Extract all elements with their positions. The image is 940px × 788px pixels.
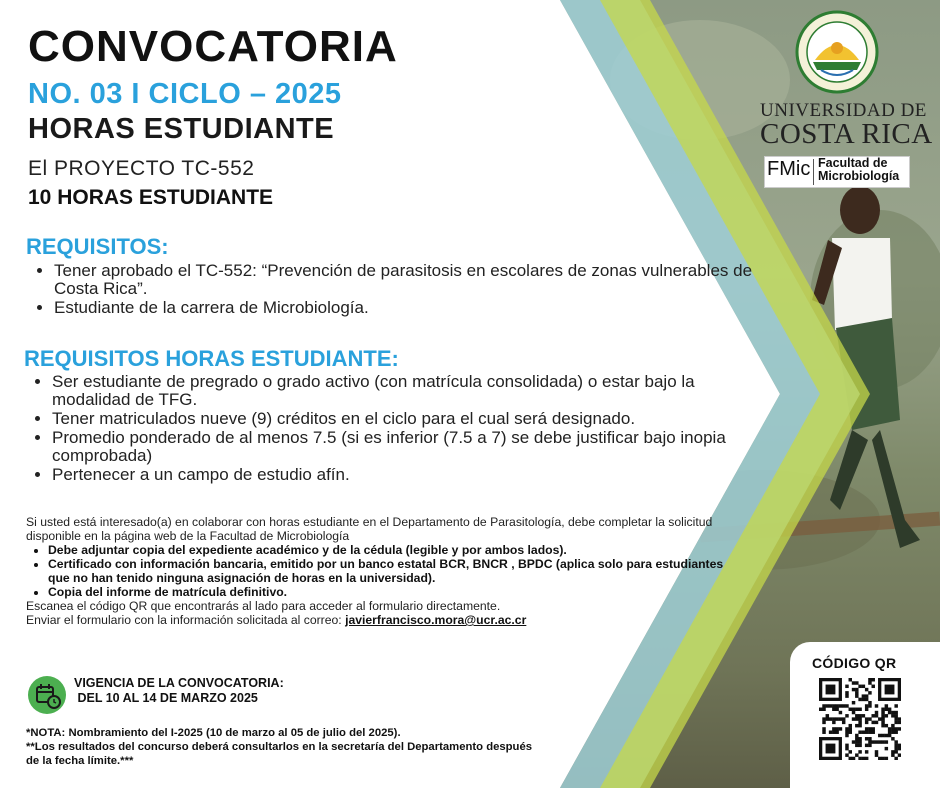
subtitle: HORAS ESTUDIANTE: [28, 113, 335, 145]
list-item: • Tener aprobado el TC-552: “Prevención de parasitosis en escolares de zonas vulnerables de Costa Rica”.: [54, 262, 754, 298]
requirements-list: [26, 262, 754, 318]
list-item: • Promedio ponderado de al menos 7.5 (si es inferior (7.5 a 7) se debe justificar bajo inopia comprobada): [52, 429, 772, 465]
note-line-1: *NOTA: Nombramiento del I-2025 (10 de marzo al 05 de julio del 2025).: [26, 727, 401, 739]
hours-line: 10 HORAS ESTUDIANTE: [28, 186, 274, 209]
list-item: • Debe adjuntar copia del expediente académico y de la cédula (legible y por ambos lados).: [48, 543, 726, 557]
fmic-name-line2: Microbiología: [818, 169, 900, 183]
validity-label: VIGENCIA DE LA CONVOCATORIA:: [74, 676, 284, 690]
instructions-list: [26, 543, 726, 599]
list-item: • Copia del informe de matrícula definitivo.: [48, 585, 726, 599]
ucr-seal-logo: [795, 10, 879, 94]
qr-instruction: Escanea el código QR que encontrarás al lado para acceder al formulario directamente.: [26, 599, 501, 613]
list-item: • Certificado con información bancaria, emitido por un banco estatal BCR, BNCR , BPDC (aplica solo para estudiantes que no han tenido ninguna asignación de horas en la universidad).: [48, 557, 726, 585]
title: CONVOCATORIA: [28, 22, 398, 71]
list-item: • Estudiante de la carrera de Microbiología.: [54, 299, 754, 317]
validity-dates: DEL 10 AL 14 DE MARZO 2025: [74, 691, 258, 705]
fmic-divider: [813, 159, 814, 185]
email-prefix: Enviar el formulario con la información solicitada al correo:: [26, 613, 346, 627]
ucr-name-line1: UNIVERSIDAD DE: [760, 100, 927, 121]
calendar-clock-icon: [28, 676, 66, 714]
project-line: El PROYECTO TC-552: [28, 157, 255, 180]
fmic-name: [818, 157, 899, 183]
call-number: NO. 03 I CICLO – 2025: [28, 78, 342, 110]
list-item: • Ser estudiante de pregrado o grado activo (con matrícula consolidada) o estar bajo la modalidad de TFG.: [52, 373, 772, 409]
note-line-2: **Los resultados del concurso deberá consultarlos en la secretaría del Departamento después de la fecha límite.***: [26, 741, 533, 767]
fmic-abbr: FMic: [767, 158, 811, 180]
student-hours-requirements-list: [24, 373, 772, 485]
validity-period: [74, 676, 284, 706]
requirements-title: REQUISITOS:: [26, 234, 169, 259]
email-instruction: [26, 613, 726, 627]
note: [26, 726, 546, 768]
ucr-name-line2: COSTA RICA: [760, 118, 933, 150]
list-item: • Pertenecer a un campo de estudio afín.: [52, 466, 772, 484]
instructions: [26, 515, 726, 627]
list-item: • Tener matriculados nueve (9) créditos en el ciclo para el cual será designado.: [52, 410, 772, 428]
email-link[interactable]: javierfrancisco.mora@ucr.ac.cr: [345, 613, 527, 627]
fmic-name-line1: Facultad de: [818, 156, 888, 170]
qr-code[interactable]: [819, 678, 901, 760]
qr-label: CÓDIGO QR: [812, 655, 897, 671]
instructions-intro: Si usted está interesado(a) en colaborar con horas estudiante en el Departamento de Parasitología, debe completar la solicitud disponible en la página web de la Facultad de Microbiología: [26, 515, 713, 543]
student-hours-requirements-title: REQUISITOS HORAS ESTUDIANTE:: [24, 346, 399, 371]
